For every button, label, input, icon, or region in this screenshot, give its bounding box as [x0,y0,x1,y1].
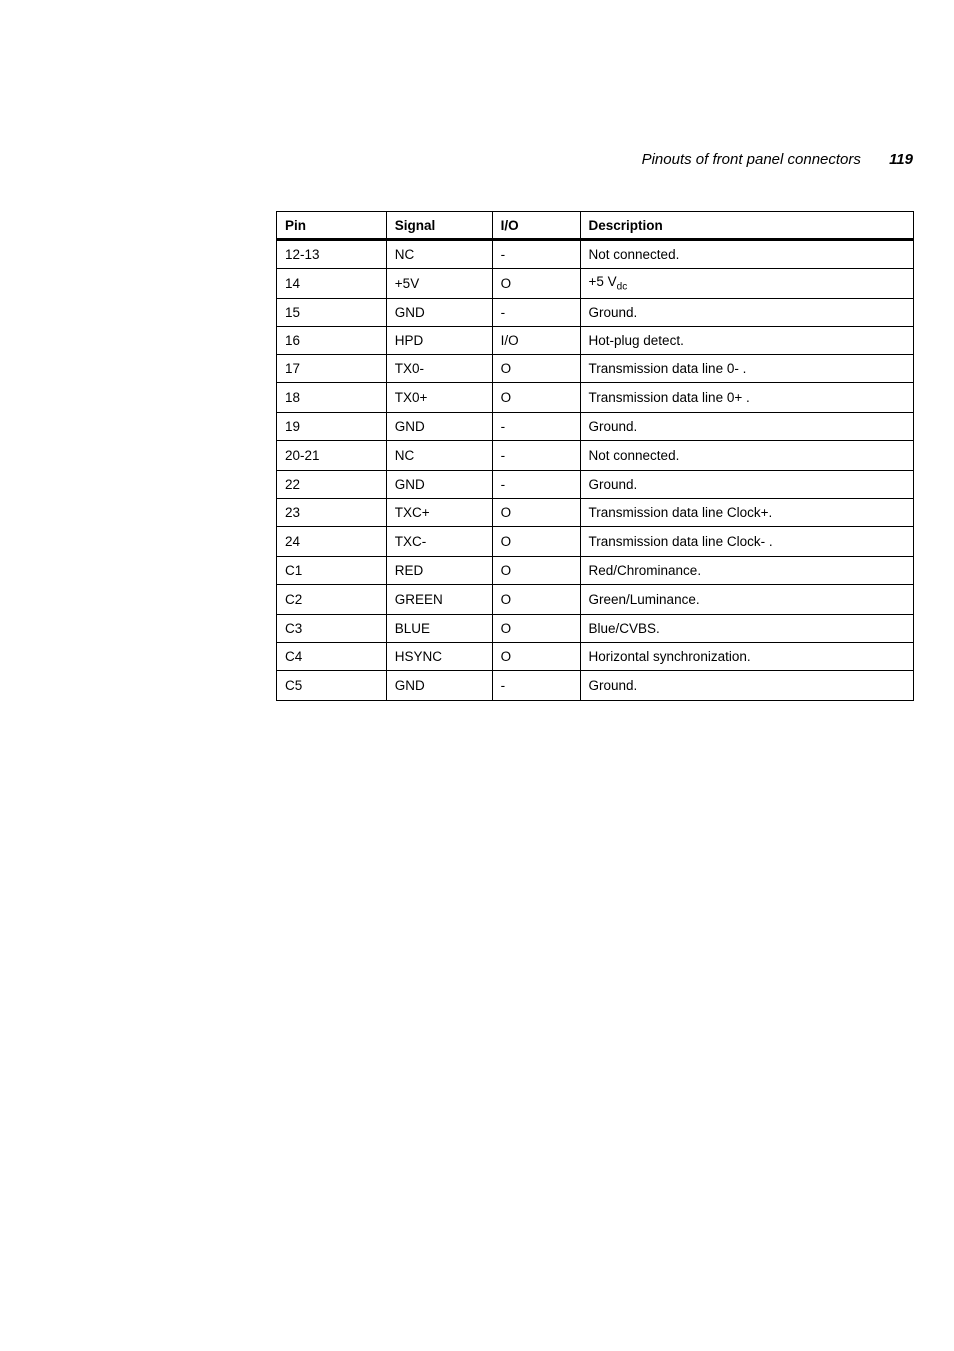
signal-cell: HPD [386,327,492,355]
column-header-signal: Signal [386,212,492,240]
signal-cell: TXC+ [386,499,492,527]
pin-cell: 17 [277,355,387,383]
table-row [277,471,914,499]
description-cell: Ground. [580,471,913,499]
table-row [277,269,914,299]
signal-cell: NC [386,240,492,269]
table-row [277,557,914,585]
table-body [277,240,914,701]
table-row [277,499,914,527]
pin-cell: 24 [277,527,387,557]
description-subscript: dc [616,281,628,293]
pin-cell: 20-21 [277,441,387,471]
description-cell: Transmission data line 0- . [580,355,913,383]
table-row [277,615,914,643]
description-cell: Ground. [580,671,913,701]
signal-cell: GND [386,299,492,327]
io-cell: O [492,643,580,671]
description-cell: Ground. [580,299,913,327]
io-cell: O [492,615,580,643]
table-row [277,383,914,413]
io-cell: I/O [492,327,580,355]
description-cell: Transmission data line Clock- . [580,527,913,557]
table-row [277,585,914,615]
pin-cell: C4 [277,643,387,671]
pin-cell: 12-13 [277,240,387,269]
pin-cell: C3 [277,615,387,643]
column-header-description: Description [580,212,913,240]
io-cell: O [492,585,580,615]
table-row [277,643,914,671]
table-header [277,212,914,240]
pin-cell: 15 [277,299,387,327]
column-header-io: I/O [492,212,580,240]
signal-cell: +5V [386,269,492,299]
io-cell: O [492,527,580,557]
signal-cell: TX0+ [386,383,492,413]
signal-cell: GND [386,413,492,441]
table-row [277,671,914,701]
signal-cell: TXC- [386,527,492,557]
signal-cell: NC [386,441,492,471]
table-row [277,355,914,383]
signal-cell: HSYNC [386,643,492,671]
description-cell: Hot-plug detect. [580,327,913,355]
signal-cell: TX0- [386,355,492,383]
section-title: Pinouts of front panel connectors [641,151,861,168]
io-cell: - [492,441,580,471]
io-cell: O [492,355,580,383]
table-row [277,327,914,355]
io-cell: O [492,383,580,413]
signal-cell: GND [386,671,492,701]
description-cell [580,269,913,299]
pin-cell: C2 [277,585,387,615]
io-cell: - [492,413,580,441]
pin-cell: 18 [277,383,387,413]
running-header [642,151,913,168]
pin-cell: 14 [277,269,387,299]
table-row [277,240,914,269]
signal-cell: RED [386,557,492,585]
description-cell: Horizontal synchronization. [580,643,913,671]
pin-cell: 16 [277,327,387,355]
pin-cell: 19 [277,413,387,441]
description-text: +5 V [588,274,617,290]
description-cell: Not connected. [580,240,913,269]
pin-cell: 23 [277,499,387,527]
description-cell: Not connected. [580,441,913,471]
table-row [277,441,914,471]
description-cell: Blue/CVBS. [580,615,913,643]
io-cell: - [492,299,580,327]
pin-cell: 22 [277,471,387,499]
signal-cell: BLUE [386,615,492,643]
header-row [277,212,914,240]
table-row [277,413,914,441]
table-row [277,527,914,557]
io-cell: - [492,471,580,499]
io-cell: - [492,240,580,269]
io-cell: O [492,499,580,527]
column-header-pin: Pin [277,212,387,240]
description-cell: Ground. [580,413,913,441]
signal-cell: GREEN [386,585,492,615]
table-row [277,299,914,327]
page-number: 119 [889,151,913,168]
io-cell: - [492,671,580,701]
description-cell: Green/Luminance. [580,585,913,615]
pin-cell: C5 [277,671,387,701]
io-cell: O [492,557,580,585]
description-cell: Red/Chrominance. [580,557,913,585]
pin-cell: C1 [277,557,387,585]
description-cell: Transmission data line Clock+. [580,499,913,527]
pinout-table [276,211,914,701]
io-cell: O [492,269,580,299]
signal-cell: GND [386,471,492,499]
description-cell: Transmission data line 0+ . [580,383,913,413]
